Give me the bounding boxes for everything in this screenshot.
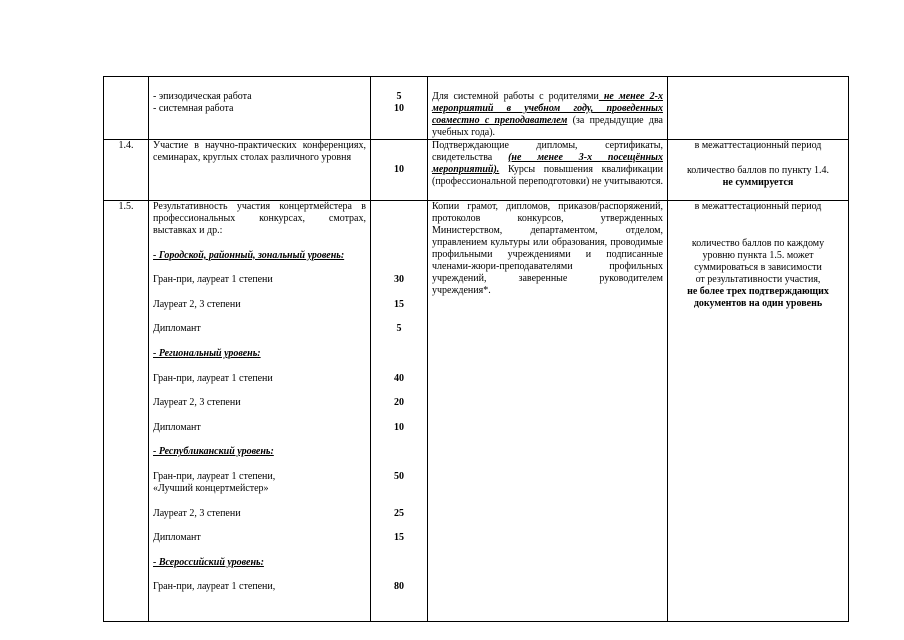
points-value: 15 <box>394 298 404 310</box>
award-label: Гран-при, лауреат 1 степени <box>153 274 273 286</box>
points-value: 5 <box>396 323 402 335</box>
documents-emphasis: не менее 2-х мероприятий в учебном году, проведенных совместно с преподавателем <box>432 91 663 126</box>
criteria-cell: Участие в научно-практических конференциях, семинарах, круглых столах различного уровня <box>149 140 371 201</box>
award-label: «Лучший концертмейстер» <box>153 482 269 494</box>
award-label: Гран-при, лауреат 1 степени, <box>153 470 276 482</box>
points-value: 25 <box>394 507 404 519</box>
award-label: Лауреат 2, 3 степени <box>153 298 241 310</box>
note-cell <box>668 140 849 201</box>
documents-cell <box>428 140 668 201</box>
points-value: 10 <box>394 421 404 433</box>
points-value: 5 <box>396 91 402 102</box>
award-label: Гран-при, лауреат 1 степени <box>153 372 273 384</box>
award-label: Дипломант <box>153 323 201 335</box>
points-value: 20 <box>394 397 404 409</box>
criteria-line: - эпизодическая работа <box>153 91 252 102</box>
points-value: 50 <box>394 470 404 482</box>
points-value: 40 <box>394 372 404 384</box>
level-title: - Городской, районный, зональный уровень: <box>153 249 345 261</box>
points-value: 30 <box>394 274 404 286</box>
row-number: 1.5. <box>104 201 149 622</box>
documents-text: (за предыдущие два учебных года). <box>432 115 663 138</box>
note-text: от результативности участия, <box>695 274 821 286</box>
table-row <box>104 77 849 140</box>
table-row <box>104 201 849 622</box>
criteria-table <box>103 76 849 622</box>
documents-text: Курсы повышения квалификации (профессиональной переподготовки) не учитываются. <box>432 164 663 187</box>
award-label: Дипломант <box>153 532 201 544</box>
note-period: в межаттестационный период <box>694 201 822 212</box>
criteria-cell <box>149 77 371 140</box>
note-text: уровню пункта 1.5. может <box>702 250 814 262</box>
points-value: 15 <box>394 532 404 544</box>
note-emphasis: не суммируется <box>722 176 794 188</box>
documents-cell: Копии грамот, дипломов, приказов/распоряжений, протоколов конкурсов, утвержденных Министерством, департаментом, отделом, управлением культуры или образования, проводимые профильными учреждениями и подписанные членами-жюри-преподавателями профильных учреждений, заверенные руководителем учреждения*. <box>428 201 668 622</box>
note-emphasis: не более трех подтверждающих <box>687 286 829 298</box>
points-cell: 10 <box>371 140 428 201</box>
documents-cell <box>428 77 668 140</box>
table-row <box>104 140 849 201</box>
note-cell <box>668 201 849 622</box>
documents-emphasis: (не менее 3-х посещённых мероприятий). <box>432 152 663 175</box>
points-cell <box>371 201 428 622</box>
documents-text: Подтверждающие дипломы, сертификаты, свидетельства <box>432 140 663 163</box>
note-period: в межаттестационный период <box>694 140 822 151</box>
row-number <box>104 77 149 140</box>
award-label: Лауреат 2, 3 степени <box>153 397 241 409</box>
note-text: количество баллов по каждому <box>691 238 825 250</box>
note-cell <box>668 77 849 140</box>
level-title: - Республиканский уровень: <box>153 446 274 458</box>
level-title: - Всероссийский уровень: <box>153 556 264 568</box>
criteria-line: - системная работа <box>153 103 234 114</box>
documents-text: Для системной работы с родителями <box>432 91 599 102</box>
row-number: 1.4. <box>104 140 149 201</box>
note-emphasis: документов на один уровень <box>693 298 823 310</box>
criteria-cell <box>149 201 371 622</box>
award-label: Гран-при, лауреат 1 степени, <box>153 581 276 593</box>
points-value: 80 <box>394 581 404 593</box>
award-label: Дипломант <box>153 421 201 433</box>
note-text: количество баллов по пункту 1.4. <box>686 164 830 176</box>
points-cell <box>371 77 428 140</box>
points-value: 10 <box>394 103 404 114</box>
criteria-text: Результативность участия концертмейстера в профессиональных конкурсах, смотрах, выставках и др.: <box>153 201 366 236</box>
award-label: Лауреат 2, 3 степени <box>153 507 241 519</box>
note-text: суммироваться в зависимости <box>694 262 822 274</box>
level-title: - Региональный уровень: <box>153 347 261 359</box>
